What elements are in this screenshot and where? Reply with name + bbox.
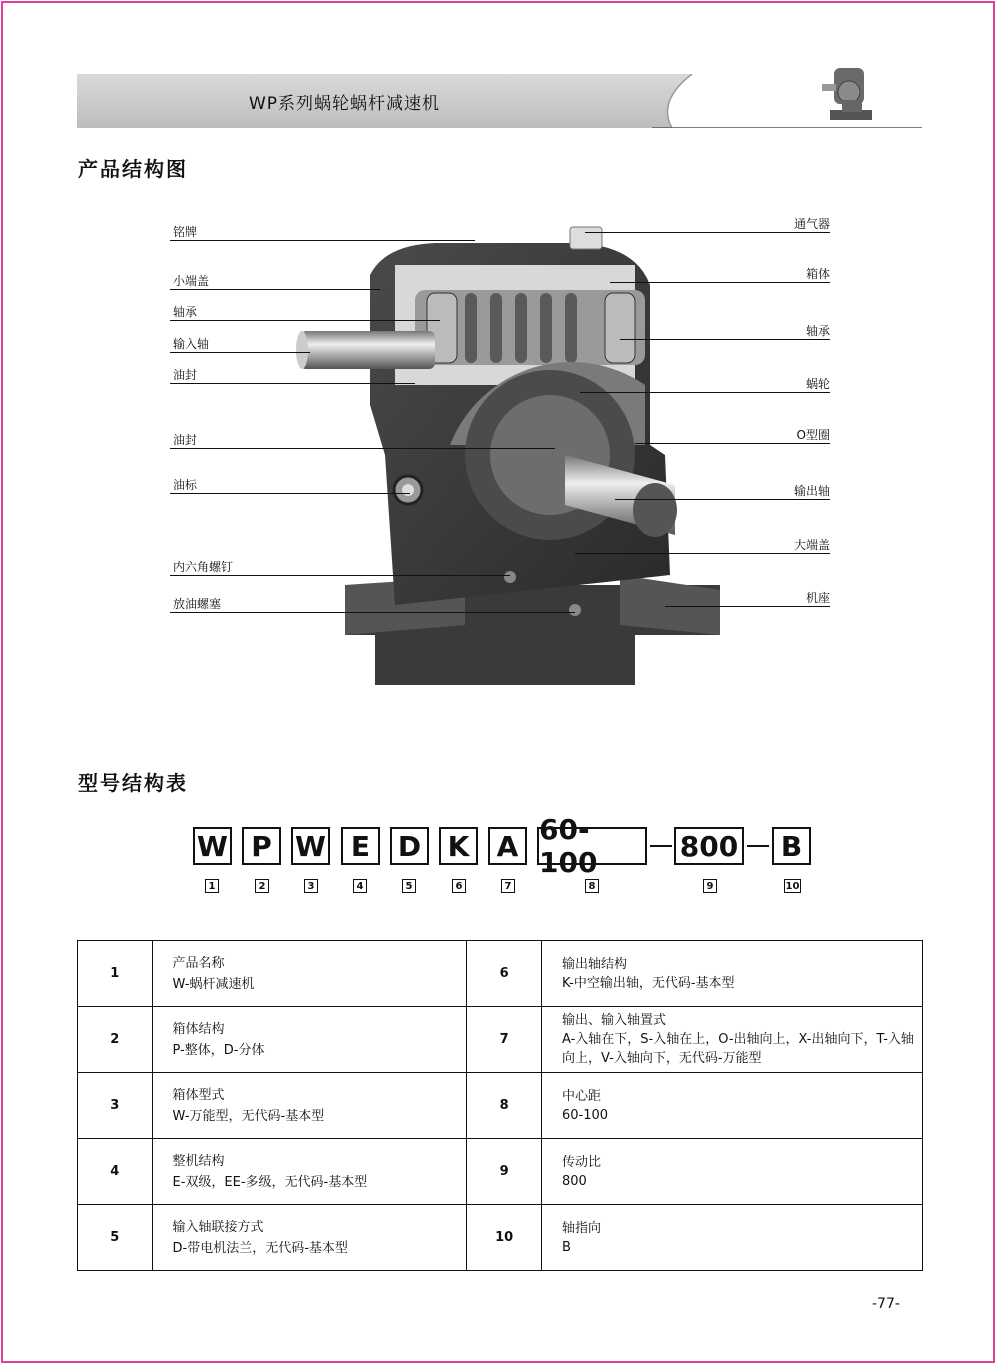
- code-box-10: B: [772, 827, 811, 865]
- reducer-thumbnail-icon: [820, 62, 880, 126]
- row-title: 输出、输入轴置式: [562, 1013, 667, 1028]
- label-nameplate: 铭牌: [173, 225, 198, 239]
- code-number-7: 7: [501, 879, 515, 893]
- code-number-2: 2: [255, 879, 269, 893]
- row-description: [152, 1007, 467, 1073]
- code-box-5: D: [390, 827, 429, 865]
- table-row: [78, 941, 923, 1007]
- row-title: 输出轴结构: [562, 956, 628, 972]
- row-description: [152, 1205, 467, 1271]
- model-section-title: 型号结构表: [78, 771, 188, 795]
- header-title: WP系列蜗轮蜗杆减速机: [249, 94, 441, 114]
- label-bearing-left: 轴承: [173, 305, 198, 319]
- leader-line: [170, 383, 415, 384]
- row-text: W-万能型，无代码-基本型: [172, 1108, 325, 1124]
- row-description: [152, 1073, 467, 1139]
- row-number: 10: [467, 1205, 542, 1271]
- code-box-2: P: [242, 827, 281, 865]
- code-box-3: W: [291, 827, 330, 865]
- leader-line: [170, 352, 310, 353]
- leader-line: [635, 443, 830, 444]
- row-title: 箱体型式: [172, 1087, 225, 1103]
- code-box-6: K: [439, 827, 478, 865]
- label-breather: 通气器: [793, 217, 830, 231]
- structure-diagram: [165, 205, 835, 725]
- label-o-ring: O型圈: [796, 428, 830, 442]
- banner-swoosh: [652, 74, 922, 128]
- label-oil-seal-1: 油封: [173, 368, 198, 382]
- row-text: A-入轴在下，S-入轴在上，O-出轴向上，X-出轴向下，T-入轴向上，V-入轴向下，无代码-万能型: [562, 1032, 914, 1066]
- table-row: [78, 1205, 923, 1271]
- table-row: [78, 1073, 923, 1139]
- row-description: [542, 941, 923, 1007]
- leader-line: [170, 240, 475, 241]
- code-dash: [747, 845, 769, 847]
- code-number-9: 9: [703, 879, 717, 893]
- label-input-shaft: 输入轴: [173, 337, 210, 351]
- code-dash: [650, 845, 672, 847]
- row-text: D-带电机法兰，无代码-基本型: [172, 1240, 348, 1256]
- row-number: 4: [78, 1139, 153, 1205]
- row-description: [542, 1007, 923, 1073]
- row-description: [152, 941, 467, 1007]
- row-text: P-整体，D-分体: [172, 1042, 265, 1058]
- row-description: [152, 1139, 467, 1205]
- code-box-9: 800: [674, 827, 744, 865]
- code-number-8: 8: [585, 879, 599, 893]
- row-text: W-蜗杆减速机: [172, 976, 255, 992]
- row-title: 输入轴联接方式: [172, 1219, 264, 1235]
- code-number-6: 6: [452, 879, 466, 893]
- row-number: 6: [467, 941, 542, 1007]
- row-title: 箱体结构: [172, 1021, 225, 1037]
- leader-line: [575, 553, 830, 554]
- code-box-8: 60-100: [537, 827, 647, 865]
- leader-line: [615, 499, 830, 500]
- row-number: 9: [467, 1139, 542, 1205]
- model-spec-table: [77, 940, 923, 1271]
- table-row: [78, 1007, 923, 1073]
- code-number-1: 1: [205, 879, 219, 893]
- header-banner: [77, 74, 922, 128]
- code-number-10: 10: [785, 880, 800, 892]
- row-title: 轴指向: [562, 1220, 602, 1236]
- label-oil-gauge: 油标: [173, 478, 198, 492]
- structure-section-title: 产品结构图: [78, 157, 188, 181]
- row-number: 2: [78, 1007, 153, 1073]
- leader-line: [620, 339, 830, 340]
- row-text: 800: [562, 1173, 587, 1189]
- leader-line: [585, 232, 830, 233]
- reducer-cutaway-image: [165, 205, 835, 725]
- code-number-5: 5: [402, 879, 416, 893]
- label-drain-plug: 放油螺塞: [173, 597, 222, 611]
- leader-line: [170, 612, 575, 613]
- row-description: [542, 1139, 923, 1205]
- leader-line: [170, 493, 410, 494]
- code-box-1: W: [193, 827, 232, 865]
- row-number: 7: [467, 1007, 542, 1073]
- row-text: K-中空输出轴，无代码-基本型: [562, 975, 735, 991]
- label-output-shaft: 输出轴: [793, 484, 830, 498]
- leader-line: [170, 320, 440, 321]
- leader-line: [170, 448, 555, 449]
- code-number-3: 3: [304, 879, 318, 893]
- row-title: 整机结构: [172, 1153, 225, 1169]
- label-housing: 箱体: [805, 267, 830, 281]
- row-title: 产品名称: [172, 955, 225, 971]
- leader-line: [170, 289, 380, 290]
- row-text: E-双级，EE-多级，无代码-基本型: [172, 1174, 368, 1190]
- code-number-4: 4: [353, 879, 367, 893]
- label-base: 机座: [805, 591, 830, 605]
- row-number: 1: [78, 941, 153, 1007]
- row-number: 8: [467, 1073, 542, 1139]
- label-large-end-cover: 大端盖: [793, 538, 830, 552]
- label-hex-screw: 内六角螺钉: [173, 560, 234, 574]
- row-title: 中心距: [562, 1088, 602, 1104]
- code-box-4: E: [341, 827, 380, 865]
- page-number: -77-: [872, 1296, 900, 1312]
- label-oil-seal-2: 油封: [173, 433, 198, 447]
- table-row: [78, 1139, 923, 1205]
- leader-line: [610, 282, 830, 283]
- row-title: 传动比: [562, 1154, 602, 1170]
- row-description: [542, 1073, 923, 1139]
- code-box-7: A: [488, 827, 527, 865]
- leader-line: [665, 606, 830, 607]
- leader-line: [170, 575, 510, 576]
- row-description: [542, 1205, 923, 1271]
- row-text: B: [562, 1239, 571, 1255]
- label-worm-wheel: 蜗轮: [805, 377, 830, 391]
- label-small-end-cover: 小端盖: [173, 274, 210, 288]
- label-bearing-right: 轴承: [805, 324, 830, 338]
- leader-line: [580, 392, 830, 393]
- row-number: 3: [78, 1073, 153, 1139]
- row-text: 60-100: [562, 1107, 609, 1123]
- row-number: 5: [78, 1205, 153, 1271]
